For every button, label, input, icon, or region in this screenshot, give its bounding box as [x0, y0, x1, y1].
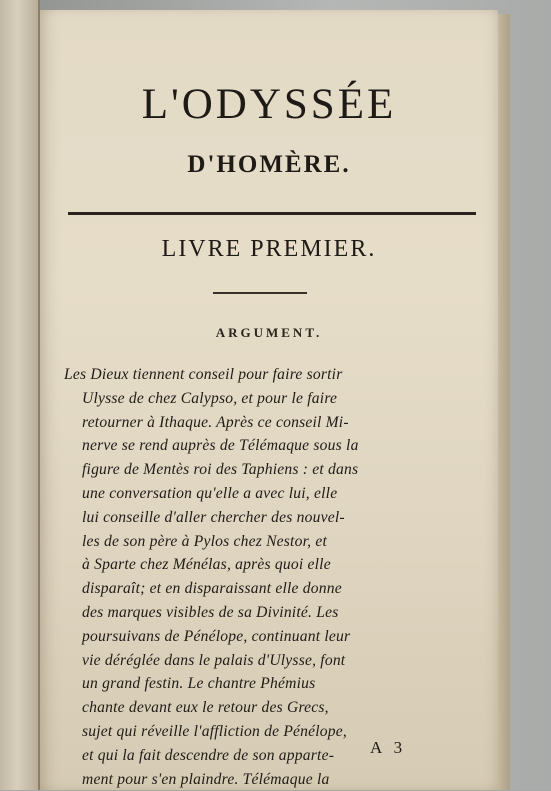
text-line: nerve se rend auprès de Télémaque sous la [82, 437, 359, 455]
text-line: Les Dieux tiennent conseil pour faire sortir [64, 366, 343, 383]
text-line: disparaît; et en disparaissant elle donne [82, 580, 342, 598]
text-line: à Sparte chez Ménélas, après quoi elle [82, 556, 331, 574]
argument-text [64, 363, 482, 791]
book-spine-left-page [0, 0, 40, 790]
section-heading: ARGUMENT. [215, 325, 323, 340]
text-line: sujet qui réveille l'affliction de Pénélope, [82, 722, 348, 740]
page-signature: A 3 [370, 738, 407, 757]
chapter-heading: LIVRE PREMIER. [161, 236, 377, 262]
text-line: lui conseille d'aller chercher des nouvel- [82, 508, 345, 526]
text-line: poursuivans de Pénélope, continuant leur [82, 627, 351, 645]
text-line: et qui la fait descendre de son apparte- [82, 746, 335, 764]
text-line: vie déréglée dans le palais d'Ulysse, font [82, 651, 346, 669]
text-line: des marques visibles de sa Divinité. Les [82, 603, 339, 621]
text-line: Ulysse de chez Calypso, et pour le faire [82, 389, 338, 407]
text-line: une conversation qu'elle a avec lui, elle [82, 484, 338, 502]
text-line: chante devant eux le retour des Grecs, [82, 699, 329, 717]
text-line: figure de Mentès roi des Taphiens : et dans [82, 461, 359, 479]
title-rule [68, 212, 476, 215]
book-subtitle: D'HOMÈRE. [187, 151, 351, 178]
text-line: retourner à Ithaque. Après ce conseil Mi- [82, 413, 349, 431]
text-line: les de son père à Pylos chez Nestor, et [82, 532, 327, 550]
text-line: ment pour s'en plaindre. Télémaque la [82, 770, 330, 788]
book-title: L'ODYSSÉE [141, 81, 397, 128]
chapter-rule [213, 292, 307, 294]
text-line: un grand festin. Le chantre Phémius [82, 675, 316, 693]
book-page [40, 10, 498, 790]
